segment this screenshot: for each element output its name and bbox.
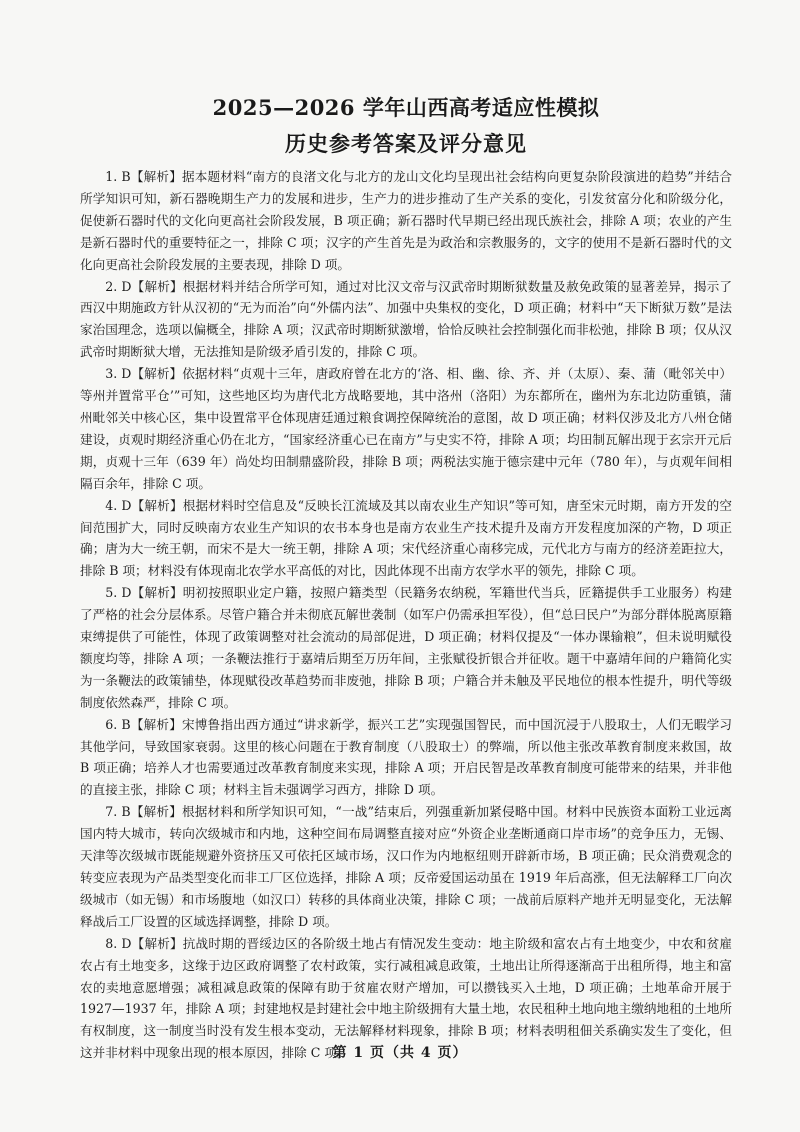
answer-item-5: 5. D【解析】明初按照职业定户籍，按照户籍类型（民籍务农纳税，军籍世代当兵，匠籍提供手工业服务）构建了严格的社会分层体系。尽管户籍合并未彻底瓦解世袭制（如军户仍需承担军役），但“总曰民户”为部分群体脱离原籍束缚提供了可能性，体现了政策调整对社会流动的局部促进，D 项正确；材料仅提及“一体办课输粮”，但未说明赋役额度均等，排除 A 项；一条鞭法推行于嘉靖后期至万历年间，主张赋役折银合并征收。题干中嘉靖年间的户籍简化实为一条鞭法的政策铺垫，体现赋役改革趋势而非废弛，排除 B 项；户籍合并未触及平民地位的根本性提升，明代等级制度依然森严，排除 C 项。 <box>80 585 732 710</box>
page-number: 第 1 页（共 4 页） <box>332 1045 468 1061</box>
answer-item-1: 1. B【解析】据本题材料“南方的良渚文化与北方的龙山文化均呈现出社会结构向更复杂阶段演进的趋势”并结合所学知识可知，新石器晚期生产力的发展和进步，生产力的进步推动了生产关系的变化，引发贫富分化和阶级分化，促使新石器时代的文化向更高社会阶段发展，B 项正确；新石器时代早期已经出现氏族社会，排除 A 项；农业的产生是新石器时代的重要特征之一，排除 C 项；汉字的产生首先是为政治和宗教服务的，文字的使用不是新石器时代的文化向更高社会阶段发展的主要表现，排除 D 项。 <box>80 169 732 272</box>
answer-item-2: 2. D【解析】根据材料并结合所学可知，通过对比汉文帝与汉武帝时期断狱数量及赦免政策的显著差异，揭示了西汉中期施政方针从汉初的“无为而治”向“外儒内法”、加强中央集权的变化，D 项正确；材料中“天下断狱万数”是法家治国理念，选项以偏概全，排除 A 项；汉武帝时期断狱激增，恰恰反映社会控制强化而非松弛，排除 B 项；仅从汉武帝时期断狱大增，无法推知是阶级矛盾引发的，排除 C 项。 <box>80 278 732 360</box>
document-title: 2025—2026 学年山西高考适应性模拟 <box>212 95 600 120</box>
answer-item-6: 6. B【解析】宋博鲁指出西方通过“讲求新学，振兴工艺”实现强国智民，而中国沉浸于八股取士，人们无暇学习其他学问，导致国家衰弱。这里的核心问题在于教育制度（八股取士）的弊端，所以他主张改革教育制度来救国，故 B 项正确；培养人才也需要通过改革教育制度来实现，排除 A 项；开启民智是改革教育制度可能带来的结果，并非他的直接主张，排除 C 项；材料主旨未强调学习西方，排除 D 项。 <box>80 716 732 798</box>
answer-item-7: 7. B【解析】根据材料和所学知识可知，“一战”结束后，列强重新加紧侵略中国。材料中民族资本面粉工业远离国内特大城市，转向次级城市和内地，这种空间布局调整直接对应“外资企业垄断通商口岸市场”的竞争压力，无锡、天津等次级城市既能规避外资挤压又可依托区域市场，汉口作为内地枢纽则开辟新市场，B 项正确；民众消费观念的转变应表现为产品类型变化而非工厂区位选择，排除 A 项；反帝爱国运动虽在 1919 年后高涨，但无法解释工厂向次级城市（如无锡）和市场腹地（如汉口）转移的具体商业决策，排除 C 项；一战前后原料产地并无明显变化，无法解释战后工厂设置的区域选择调整，排除 D 项。 <box>80 804 732 929</box>
answer-item-4: 4. D【解析】根据材料时空信息及“反映长江流域及其以南农业生产知识”等可知，唐至宋元时期，南方开发的空间范围扩大，同时反映南方农业生产知识的农书本身也是南方农业生产技术提升及南方开发程度加深的产物，D 项正确；唐为大一统王朝，而宋不是大一统王朝，排除 A 项；宋代经济重心南移完成，元代北方与南方的经济差距拉大，排除 B 项；材料没有体现南北农学水平高低的对比，因此体现不出南方农学水平的领先，排除 C 项。 <box>80 497 732 579</box>
answer-item-8: 8. D【解析】抗战时期的晋绥边区的各阶级土地占有情况发生变动：地主阶级和富农占有土地变少，中农和贫雇农占有土地变多，这缘于边区政府调整了农村政策，实行减租减息政策，土地出让所得逐渐高于出租所得，地主和富农的卖地意愿增强；减租减息政策的保障有助于贫雇农财产增加，可以攒钱买入土地，D 项正确；土地革命开展于 1927—1937 年，排除 A 项；封建地权是封建社会中地主阶级拥有大量土地，农民租种土地向地主缴纳地租的土地所有权制度，这一制度当时没有发生根本变动，无法解释材料现象，排除 B 项；材料表明租佃关系确实发生了变化，但这并非材料中现象出现的根本原因，排除 C 项。 <box>80 935 732 1061</box>
document-subtitle: 历史参考答案及评分意见 <box>285 131 527 156</box>
answer-item-3: 3. D【解析】依据材料“贞观十三年，唐政府曾在北方的‘洛、相、幽、徐、齐、并（太原）、秦、蒲（毗邻关中）等州并置常平仓’”可知，这些地区均为唐代北方战略要地，其中洛州（洛阳）为东都所在，幽州为东北边防重镇，蒲州毗邻关中核心区，集中设置常平仓体现唐廷通过粮食调控保障统治的意图，故 D 项正确；材料仅涉及北方八州仓储建设，贞观时期经济重心仍在北方，“国家经济重心已在南方”与史实不符，排除 A 项；均田制瓦解出现于玄宗开元后期，贞观十三年（639 年）尚处均田制鼎盛阶段，排除 B 项；两税法实施于德宗建中元年（780 年），与贞观年间相隔百余年，排除 C 项。 <box>80 366 732 491</box>
